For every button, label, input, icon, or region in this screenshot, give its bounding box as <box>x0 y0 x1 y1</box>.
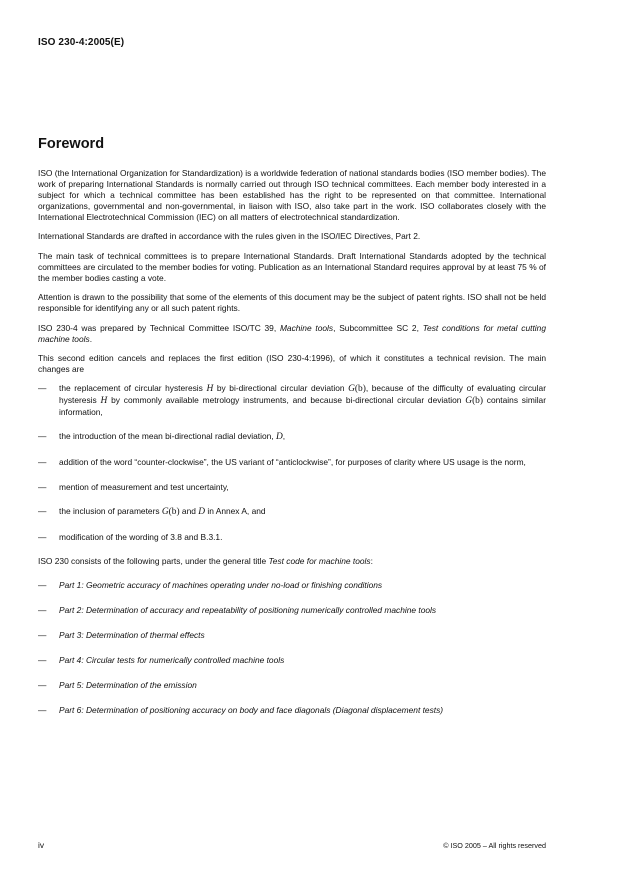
foreword-body <box>38 168 546 730</box>
paragraph-iso-description: ISO (the International Organization for Standardization) is a worldwide federation of national standards bodies (ISO member bodies). The work of preparing International Standards is normally carried out through ISO technical committees. Each member body interested in a subject for which a technical committee has been established has the right to be represented on that committee. International organizations, governmental and non-governmental, in liaison with ISO, also take part in the work. ISO collaborates closely with the International Electrotechnical Commission (IEC) on all matters of electrotechnical standardization. <box>38 168 546 222</box>
section-heading: Foreword <box>38 136 105 152</box>
parts-list <box>38 580 546 716</box>
dash-bullet: — <box>38 629 47 640</box>
list-item <box>38 431 546 443</box>
document-code: ISO 230-4:2005(E) <box>38 37 125 48</box>
list-item <box>38 482 546 493</box>
symbol-d: D <box>198 507 206 518</box>
dash-bullet: — <box>38 704 47 715</box>
prepared-by-end: . <box>89 333 93 344</box>
document-page <box>38 0 546 877</box>
change-text <box>59 383 546 418</box>
change-text-part: the replacement of circular hysteresis <box>59 383 207 394</box>
symbol-d: D <box>275 432 283 443</box>
part-title: Part 4: Circular tests for numerically controlled machine tools <box>59 654 285 665</box>
paragraph-technical-committees: The main task of technical committees is to prepare International Standards. Draft International Standards adopted by the technical committees are circulated to the member bodies for voting. Publication as an International Standard requires approval by at least 75 % of the member bodies casting a vote. <box>38 250 546 283</box>
parts-intro-end: : <box>370 555 373 566</box>
prepared-by-text: ISO 230-4 was prepared by Technical Committee ISO/TC 39, <box>38 322 280 333</box>
paragraph-patent-rights: Attention is drawn to the possibility that some of the elements of this document may be the subject of patent rights. ISO shall not be held responsible for identifying any or all such patent rights. <box>38 292 546 314</box>
change-text-part: in Annex A, and <box>205 506 266 517</box>
change-text-part: the inclusion of parameters <box>59 506 162 517</box>
dash-bullet: — <box>38 679 47 690</box>
change-text <box>59 506 546 518</box>
change-text-part: and <box>179 506 199 517</box>
committee-name: Machine tools <box>279 322 334 333</box>
symbol-h: H <box>206 384 214 395</box>
changes-list <box>38 383 546 542</box>
general-title: Test code for machine tools <box>268 555 371 566</box>
part-title: Part 6: Determination of positioning accuracy on body and face diagonals (Diagonal displacement tests) <box>59 704 444 715</box>
list-item <box>38 630 546 641</box>
change-text-part: by commonly available metrology instruments, and because bi-directional circular deviation <box>107 395 466 406</box>
dash-bullet: — <box>38 481 47 492</box>
subcommittee-name: Test conditions for metal cutting machine tools <box>38 322 546 344</box>
dash-bullet: — <box>38 383 47 394</box>
dash-bullet: — <box>38 531 47 542</box>
change-text: mention of measurement and test uncertainty, <box>59 481 229 492</box>
page-number: iv <box>38 840 45 850</box>
paragraph-parts-intro <box>38 556 546 567</box>
dash-bullet: — <box>38 579 47 590</box>
symbol-b: (b) <box>168 507 180 518</box>
symbol-b: (b) <box>354 384 366 395</box>
copyright-notice: © ISO 2005 – All rights reserved <box>443 841 546 850</box>
change-text: addition of the word “counter-clockwise”, the US variant of “anticlockwise”, for purposes of clarity where US usage is the norm, <box>59 456 526 467</box>
paragraph-directives: International Standards are drafted in accordance with the rules given in the ISO/IEC Directives, Part 2. <box>38 231 421 242</box>
parts-intro-text: ISO 230 consists of the following parts, under the general title <box>38 555 269 566</box>
paragraph-prepared-by <box>38 323 546 345</box>
paragraph-edition: This second edition cancels and replaces the first edition (ISO 230-4:1996), of which it constitutes a technical revision. The main changes are <box>38 352 546 374</box>
list-item <box>38 655 546 666</box>
change-text: modification of the wording of 3.8 and B.3.1. <box>59 531 223 542</box>
dash-bullet: — <box>38 506 47 517</box>
list-item <box>38 680 546 691</box>
dash-bullet: — <box>38 431 47 442</box>
dash-bullet: — <box>38 654 47 665</box>
prepared-by-mid: , Subcommittee SC 2, <box>333 322 423 333</box>
dash-bullet: — <box>38 456 47 467</box>
change-text-part: by bi-directional circular deviation <box>213 383 349 394</box>
part-title: Part 3: Determination of thermal effects <box>59 629 205 640</box>
change-text-part: the introduction of the mean bi-directional radial deviation, <box>59 431 276 442</box>
list-item <box>38 506 546 518</box>
part-title: Part 2: Determination of accuracy and repeatability of positioning numerically controlled machine tools <box>59 604 437 615</box>
dash-bullet: — <box>38 604 47 615</box>
change-text-part: contains similar information, <box>59 395 547 418</box>
part-title: Part 1: Geometric accuracy of machines operating under no-load or finishing conditions <box>59 579 383 590</box>
symbol-h: H <box>100 396 108 407</box>
part-title: Part 5: Determination of the emission <box>59 679 197 690</box>
list-item <box>38 580 546 591</box>
list-item <box>38 605 546 616</box>
list-item <box>38 532 546 543</box>
change-text-part: , because of the difficulty of evaluating circular hysteresis <box>59 383 546 406</box>
symbol-g: G <box>348 384 355 395</box>
change-text-part: , <box>282 431 286 442</box>
list-item <box>38 383 546 418</box>
symbol-g: G <box>161 507 169 518</box>
change-text <box>59 431 546 443</box>
list-item <box>38 457 546 468</box>
symbol-g: G <box>465 396 473 407</box>
symbol-b: (b) <box>472 396 483 407</box>
list-item <box>38 705 546 716</box>
